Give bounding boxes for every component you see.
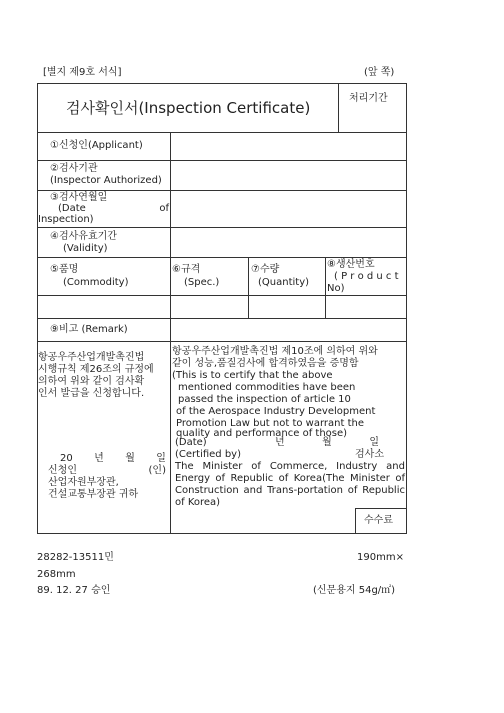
certification-en-line: (This is to certify that the above — [172, 370, 333, 381]
inspector-label: ②검사기관 — [50, 163, 98, 174]
inspection-date-label-en-2: Inspection) — [38, 214, 94, 225]
date-day-unit: 일 — [156, 453, 166, 464]
rule — [37, 341, 407, 342]
declaration-line: 인서 발급을 신청합니다. — [38, 388, 145, 399]
certification-ko-line: 항공우주산업개발촉진법 제10조에 의하여 위와 — [172, 346, 378, 357]
page-side: (앞 쪽) — [364, 67, 395, 78]
paper-size-2: 268mm — [37, 569, 76, 580]
rule — [37, 190, 407, 191]
quantity-label: ⑦수량 — [251, 264, 280, 275]
certification-en-line: of the Aerospace Industry Development — [176, 406, 376, 417]
certification-en-line: Promotion Law but not to warrant the — [176, 418, 365, 429]
product-number-label-en-2: No) — [327, 283, 345, 294]
cert-date-day-unit: 일 — [369, 437, 379, 448]
date-month-unit: 월 — [125, 453, 135, 464]
paper-type: (신문용지 54g/㎡) — [313, 585, 396, 596]
declaration-line: 시행규칙 제26조의 규정에 — [38, 364, 154, 375]
recipient-minister: 산업자원부장관, — [48, 477, 119, 488]
document-title: 검사확인서(Inspection Certificate) — [66, 99, 311, 117]
declaration-line: 의하여 위와 같이 검사확 — [38, 376, 145, 387]
date-year: 20 — [60, 453, 73, 464]
rule — [37, 132, 407, 133]
rule — [37, 227, 407, 228]
certification-ko-line: 같이 성능,품질검사에 합격하였음을 증명함 — [172, 358, 359, 369]
date-year-unit: 년 — [94, 453, 104, 464]
processing-period-label: 처리기간 — [349, 93, 388, 104]
rule — [37, 295, 407, 296]
declaration-line: 항공우주산업개발촉진법 — [38, 352, 145, 363]
rule — [37, 257, 407, 258]
date-en-part: (Date — [58, 203, 86, 214]
validity-label-en: (Validity) — [63, 243, 108, 254]
paper-size: 190mm× — [357, 552, 404, 563]
quantity-label-en: (Quantity) — [258, 277, 310, 288]
spec-label: ⑥규격 — [172, 264, 201, 275]
cert-date-year-unit: 년 — [275, 437, 285, 448]
rule — [37, 160, 407, 161]
certification-en-line: quality and performance of those) — [176, 428, 348, 439]
date-en-part: of — [159, 203, 169, 214]
applicant-label: ①신청인(Applicant) — [50, 140, 143, 151]
rule — [355, 508, 356, 534]
certification-en-line: passed the inspection of article 10 — [178, 394, 351, 405]
commodity-label: ⑤품명 — [50, 264, 79, 275]
cert-date-label: (Date) — [175, 437, 207, 448]
inspector-label-en: (Inspector Authorized) — [50, 175, 162, 186]
inspection-date-label: ③검사연월일 — [50, 192, 108, 203]
rule — [170, 132, 171, 534]
cert-date-month-unit: 월 — [322, 437, 332, 448]
applicant-sign-label: 신청인 — [48, 465, 77, 476]
product-number-label: ⑧생산번호 — [327, 259, 375, 270]
applicant-sign-line — [48, 465, 166, 477]
fee-label: 수수료 — [364, 515, 393, 526]
validity-label: ④검사유효기간 — [50, 231, 117, 242]
seal-mark: (인) — [148, 465, 166, 476]
product-number-label-en: ( P r o d u c t — [334, 271, 399, 282]
rule — [248, 257, 249, 318]
rule — [338, 83, 339, 132]
form-code: 28282-13511민 — [37, 552, 114, 563]
inspection-office: 검사소 — [355, 449, 384, 460]
commodity-label-en: (Commodity) — [63, 277, 129, 288]
minister-statement: The Minister of Commerce, Industry and Energy of Republic of Korea(The Minister of Construction and Trans-portation of Republic of Korea) — [175, 461, 405, 508]
cert-date — [275, 437, 379, 449]
rule — [37, 318, 407, 319]
remark-label: ⑨비고 (Remark) — [50, 324, 128, 335]
certification-en-line: mentioned commodities have been — [178, 382, 356, 393]
rule — [325, 257, 326, 318]
recipient-minister: 건설교통부장관 귀하 — [48, 489, 139, 500]
form-number: [별지 제9호 서식] — [43, 67, 122, 78]
approval-date: 89. 12. 27 승인 — [37, 585, 111, 596]
certified-by-label: (Certified by) — [175, 449, 241, 460]
application-date — [60, 453, 166, 465]
spec-label-en: (Spec.) — [184, 277, 220, 288]
